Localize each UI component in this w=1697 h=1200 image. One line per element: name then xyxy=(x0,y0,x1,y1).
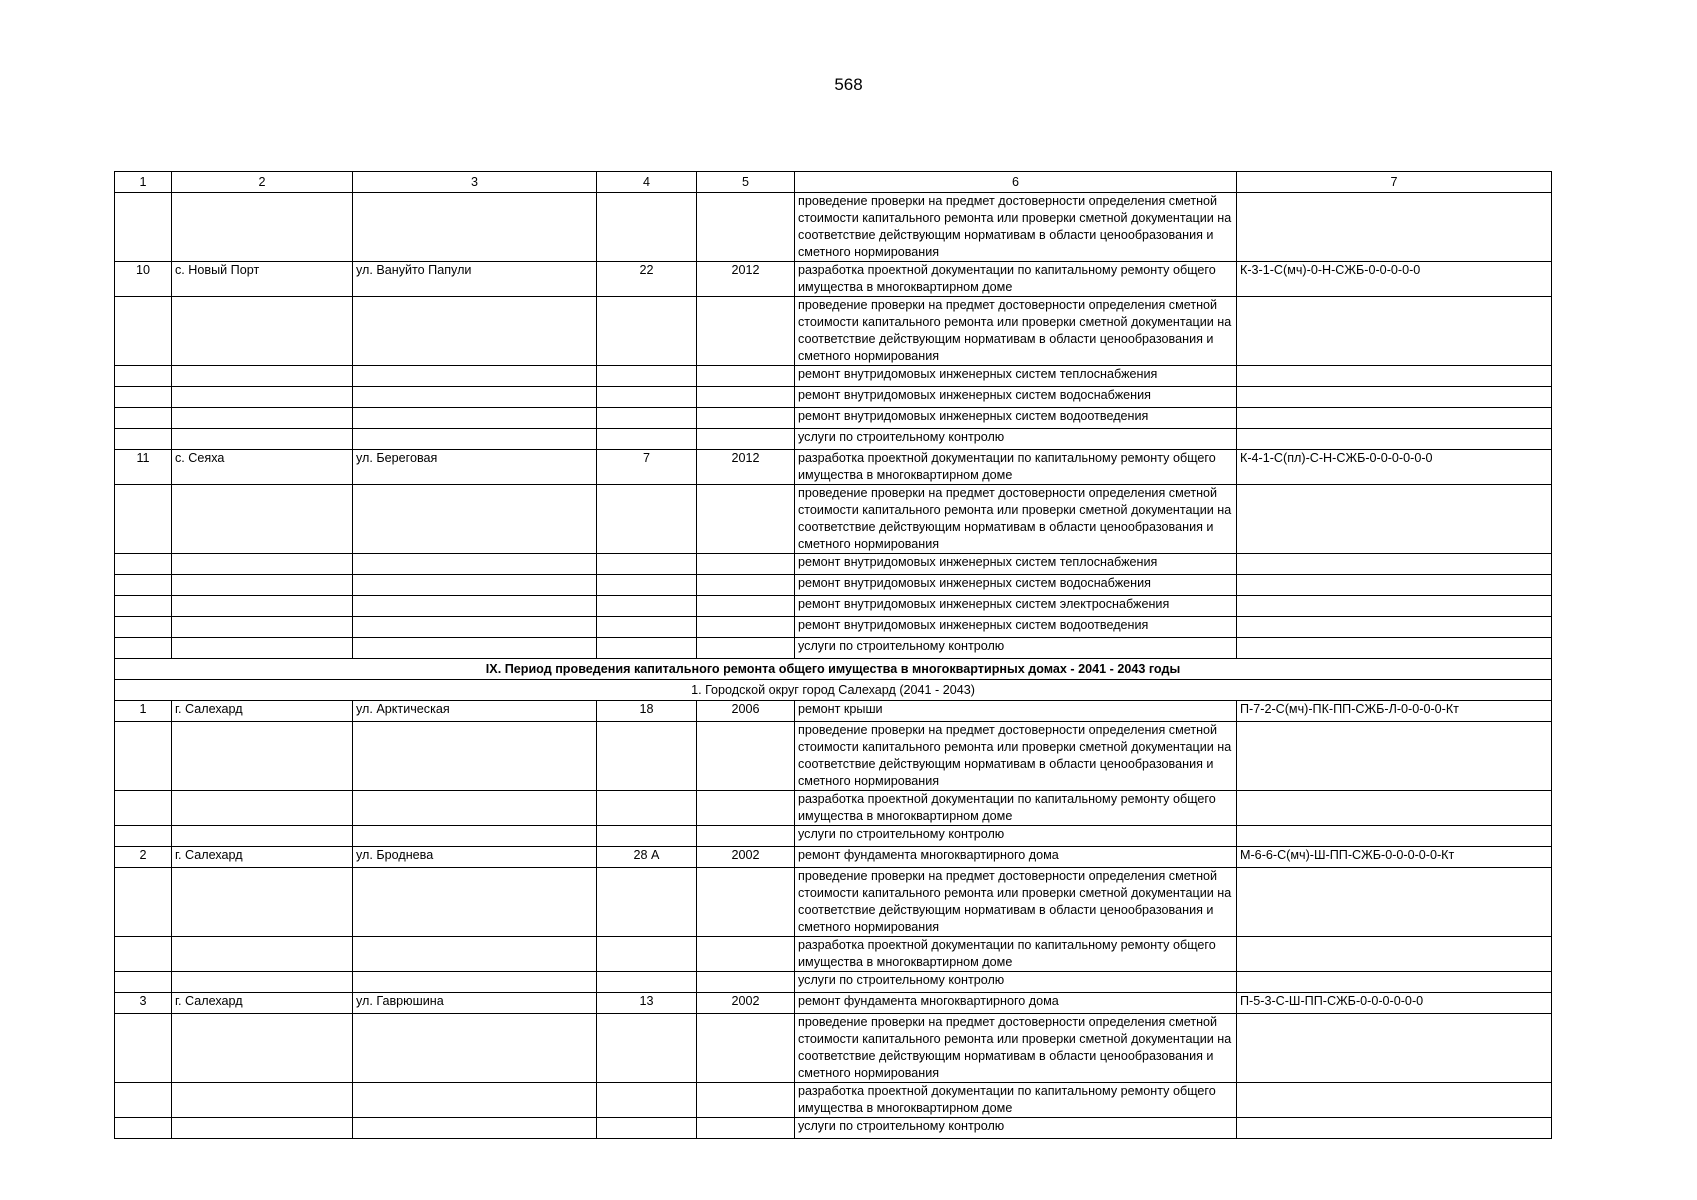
house-number-cell xyxy=(597,868,697,937)
street-cell xyxy=(353,972,597,993)
year-cell xyxy=(697,937,795,972)
year-cell xyxy=(697,366,795,387)
table-row xyxy=(115,868,1552,937)
work-type-cell: ремонт внутридомовых инженерных систем электроснабжения xyxy=(795,596,1237,617)
house-number-cell xyxy=(597,297,697,366)
work-type-cell: ремонт внутридомовых инженерных систем теплоснабжения xyxy=(795,366,1237,387)
house-code-cell xyxy=(1237,1083,1552,1118)
year-cell xyxy=(697,575,795,596)
house-code-cell xyxy=(1237,868,1552,937)
work-type-cell: проведение проверки на предмет достоверности определения сметной стоимости капитального ремонта или проверки сметной документации на соответствие действующим нормативам в области ценообразования и сметного нормирования xyxy=(795,193,1237,262)
street-cell: ул. Арктическая xyxy=(353,701,597,722)
year-cell: 2012 xyxy=(697,262,795,297)
house-number-cell xyxy=(597,638,697,659)
house-number-cell: 28 А xyxy=(597,847,697,868)
work-type-cell: услуги по строительному контролю xyxy=(795,972,1237,993)
work-type-cell: ремонт внутридомовых инженерных систем водоотведения xyxy=(795,617,1237,638)
settlement-cell xyxy=(172,193,353,262)
district-section-title: 1. Городской округ город Салехард (2041 - 2043) xyxy=(115,680,1552,701)
street-cell: ул. Вануйто Папули xyxy=(353,262,597,297)
house-number-cell xyxy=(597,1083,697,1118)
column-number: 5 xyxy=(697,172,795,193)
street-cell: ул. Броднева xyxy=(353,847,597,868)
house-code-cell xyxy=(1237,1118,1552,1139)
settlement-cell: г. Салехард xyxy=(172,993,353,1014)
table-row xyxy=(115,1014,1552,1083)
row-number-cell: 10 xyxy=(115,262,172,297)
street-cell xyxy=(353,826,597,847)
row-number-cell xyxy=(115,408,172,429)
house-number-cell xyxy=(597,193,697,262)
table-row xyxy=(115,826,1552,847)
house-number-cell xyxy=(597,387,697,408)
table-row xyxy=(115,1118,1552,1139)
year-cell xyxy=(697,408,795,429)
row-number-cell xyxy=(115,937,172,972)
house-number-cell xyxy=(597,596,697,617)
street-cell: ул. Береговая xyxy=(353,450,597,485)
table-row xyxy=(115,408,1552,429)
house-number-cell xyxy=(597,826,697,847)
row-number-cell xyxy=(115,638,172,659)
work-type-cell: услуги по строительному контролю xyxy=(795,1118,1237,1139)
row-number-cell xyxy=(115,617,172,638)
street-cell xyxy=(353,596,597,617)
street-cell xyxy=(353,429,597,450)
house-code-cell xyxy=(1237,722,1552,791)
table-row xyxy=(115,722,1552,791)
table-row xyxy=(115,596,1552,617)
street-cell xyxy=(353,638,597,659)
settlement-cell: с. Сеяха xyxy=(172,450,353,485)
work-type-cell: разработка проектной документации по капитальному ремонту общего имущества в многоквартирном доме xyxy=(795,1083,1237,1118)
house-number-cell: 18 xyxy=(597,701,697,722)
settlement-cell xyxy=(172,596,353,617)
column-number: 4 xyxy=(597,172,697,193)
house-code-cell xyxy=(1237,575,1552,596)
table-row xyxy=(115,1083,1552,1118)
house-code-cell xyxy=(1237,791,1552,826)
street-cell xyxy=(353,868,597,937)
row-number-cell xyxy=(115,1083,172,1118)
table-row xyxy=(115,450,1552,485)
row-number-cell xyxy=(115,1118,172,1139)
house-code-cell xyxy=(1237,193,1552,262)
repair-schedule-table xyxy=(114,171,1552,1139)
settlement-cell xyxy=(172,485,353,554)
column-number: 6 xyxy=(795,172,1237,193)
work-type-cell: проведение проверки на предмет достоверности определения сметной стоимости капитального ремонта или проверки сметной документации на соответствие действующим нормативам в области ценообразования и сметного нормирования xyxy=(795,868,1237,937)
house-number-cell xyxy=(597,937,697,972)
street-cell xyxy=(353,1014,597,1083)
year-cell xyxy=(697,722,795,791)
street-cell xyxy=(353,791,597,826)
year-cell xyxy=(697,485,795,554)
house-number-cell xyxy=(597,791,697,826)
settlement-cell xyxy=(172,554,353,575)
house-number-cell xyxy=(597,485,697,554)
year-cell xyxy=(697,1014,795,1083)
year-cell xyxy=(697,1083,795,1118)
settlement-cell xyxy=(172,429,353,450)
column-number: 2 xyxy=(172,172,353,193)
year-cell: 2006 xyxy=(697,701,795,722)
settlement-cell xyxy=(172,297,353,366)
work-type-cell: услуги по строительному контролю xyxy=(795,429,1237,450)
row-number-cell xyxy=(115,722,172,791)
house-number-cell: 13 xyxy=(597,993,697,1014)
work-type-cell: проведение проверки на предмет достоверности определения сметной стоимости капитального ремонта или проверки сметной документации на соответствие действующим нормативам в области ценообразования и сметного нормирования xyxy=(795,485,1237,554)
column-number: 1 xyxy=(115,172,172,193)
year-cell xyxy=(697,387,795,408)
house-code-cell xyxy=(1237,429,1552,450)
house-code-cell: К-3-1-С(мч)-0-Н-СЖБ-0-0-0-0-0 xyxy=(1237,262,1552,297)
year-cell xyxy=(697,554,795,575)
row-number-cell: 3 xyxy=(115,993,172,1014)
table-row xyxy=(115,366,1552,387)
column-number: 7 xyxy=(1237,172,1552,193)
house-number-cell xyxy=(597,366,697,387)
settlement-cell xyxy=(172,366,353,387)
year-cell xyxy=(697,193,795,262)
street-cell: ул. Гаврюшина xyxy=(353,993,597,1014)
house-code-cell xyxy=(1237,366,1552,387)
work-type-cell: ремонт крыши xyxy=(795,701,1237,722)
settlement-cell xyxy=(172,868,353,937)
row-number-cell xyxy=(115,387,172,408)
settlement-cell xyxy=(172,1083,353,1118)
work-type-cell: ремонт фундамента многоквартирного дома xyxy=(795,847,1237,868)
year-cell: 2002 xyxy=(697,847,795,868)
year-cell xyxy=(697,638,795,659)
table-row xyxy=(115,193,1552,262)
street-cell xyxy=(353,554,597,575)
house-number-cell xyxy=(597,429,697,450)
street-cell xyxy=(353,366,597,387)
table-row xyxy=(115,297,1552,366)
table-row xyxy=(115,262,1552,297)
work-type-cell: проведение проверки на предмет достоверности определения сметной стоимости капитального ремонта или проверки сметной документации на соответствие действующим нормативам в области ценообразования и сметного нормирования xyxy=(795,722,1237,791)
column-number: 3 xyxy=(353,172,597,193)
street-cell xyxy=(353,1083,597,1118)
house-number-cell xyxy=(597,408,697,429)
settlement-cell xyxy=(172,387,353,408)
house-code-cell xyxy=(1237,408,1552,429)
house-code-cell xyxy=(1237,554,1552,575)
settlement-cell xyxy=(172,826,353,847)
year-cell: 2002 xyxy=(697,993,795,1014)
table-row xyxy=(115,485,1552,554)
work-type-cell: услуги по строительному контролю xyxy=(795,826,1237,847)
work-type-cell: проведение проверки на предмет достоверности определения сметной стоимости капитального ремонта или проверки сметной документации на соответствие действующим нормативам в области ценообразования и сметного нормирования xyxy=(795,1014,1237,1083)
row-number-cell: 11 xyxy=(115,450,172,485)
house-number-cell xyxy=(597,617,697,638)
work-type-cell: разработка проектной документации по капитальному ремонту общего имущества в многоквартирном доме xyxy=(795,791,1237,826)
street-cell xyxy=(353,575,597,596)
settlement-cell xyxy=(172,722,353,791)
row-number-cell xyxy=(115,868,172,937)
table-row xyxy=(115,701,1552,722)
settlement-cell xyxy=(172,1118,353,1139)
row-number-cell xyxy=(115,596,172,617)
street-cell xyxy=(353,485,597,554)
row-number-cell xyxy=(115,826,172,847)
house-code-cell: М-6-6-С(мч)-Ш-ПП-СЖБ-0-0-0-0-0-Кт xyxy=(1237,847,1552,868)
street-cell xyxy=(353,408,597,429)
year-cell xyxy=(697,596,795,617)
work-type-cell: проведение проверки на предмет достоверности определения сметной стоимости капитального ремонта или проверки сметной документации на соответствие действующим нормативам в области ценообразования и сметного нормирования xyxy=(795,297,1237,366)
house-code-cell xyxy=(1237,1014,1552,1083)
table-row xyxy=(115,972,1552,993)
work-type-cell: ремонт внутридомовых инженерных систем водоснабжения xyxy=(795,387,1237,408)
house-code-cell xyxy=(1237,485,1552,554)
house-code-cell xyxy=(1237,638,1552,659)
settlement-cell xyxy=(172,1014,353,1083)
table-row xyxy=(115,993,1552,1014)
row-number-cell: 2 xyxy=(115,847,172,868)
year-cell xyxy=(697,868,795,937)
settlement-cell xyxy=(172,575,353,596)
table-row xyxy=(115,429,1552,450)
settlement-cell xyxy=(172,408,353,429)
row-number-cell xyxy=(115,366,172,387)
house-code-cell: П-5-3-С-Ш-ПП-СЖБ-0-0-0-0-0-0 xyxy=(1237,993,1552,1014)
year-cell: 2012 xyxy=(697,450,795,485)
row-number-cell xyxy=(115,485,172,554)
street-cell xyxy=(353,387,597,408)
work-type-cell: разработка проектной документации по капитальному ремонту общего имущества в многоквартирном доме xyxy=(795,262,1237,297)
period-section-title: IX. Период проведения капитального ремонта общего имущества в многоквартирных домах - 2041 - 2043 годы xyxy=(115,659,1552,680)
house-number-cell xyxy=(597,1014,697,1083)
work-type-cell: ремонт внутридомовых инженерных систем водоотведения xyxy=(795,408,1237,429)
work-type-cell: разработка проектной документации по капитальному ремонту общего имущества в многоквартирном доме xyxy=(795,937,1237,972)
row-number-cell xyxy=(115,429,172,450)
street-cell xyxy=(353,937,597,972)
work-type-cell: разработка проектной документации по капитальному ремонту общего имущества в многоквартирном доме xyxy=(795,450,1237,485)
house-number-cell: 22 xyxy=(597,262,697,297)
year-cell xyxy=(697,297,795,366)
house-code-cell xyxy=(1237,972,1552,993)
house-code-cell: К-4-1-С(пл)-С-Н-СЖБ-0-0-0-0-0-0 xyxy=(1237,450,1552,485)
column-number-row xyxy=(115,172,1552,193)
table-row xyxy=(115,575,1552,596)
table-row xyxy=(115,847,1552,868)
house-number-cell xyxy=(597,1118,697,1139)
row-number-cell xyxy=(115,1014,172,1083)
street-cell xyxy=(353,617,597,638)
row-number-cell xyxy=(115,791,172,826)
year-cell xyxy=(697,826,795,847)
table-row xyxy=(115,617,1552,638)
settlement-cell xyxy=(172,638,353,659)
work-type-cell: ремонт фундамента многоквартирного дома xyxy=(795,993,1237,1014)
row-number-cell: 1 xyxy=(115,701,172,722)
settlement-cell: г. Салехард xyxy=(172,847,353,868)
settlement-cell: г. Салехард xyxy=(172,701,353,722)
table-row xyxy=(115,791,1552,826)
row-number-cell xyxy=(115,554,172,575)
table-row xyxy=(115,638,1552,659)
row-number-cell xyxy=(115,193,172,262)
row-number-cell xyxy=(115,972,172,993)
street-cell xyxy=(353,722,597,791)
settlement-cell xyxy=(172,617,353,638)
year-cell xyxy=(697,617,795,638)
house-number-cell: 7 xyxy=(597,450,697,485)
house-code-cell xyxy=(1237,596,1552,617)
house-number-cell xyxy=(597,575,697,596)
house-code-cell xyxy=(1237,387,1552,408)
year-cell xyxy=(697,1118,795,1139)
settlement-cell xyxy=(172,972,353,993)
street-cell xyxy=(353,1118,597,1139)
settlement-cell xyxy=(172,937,353,972)
work-type-cell: ремонт внутридомовых инженерных систем водоснабжения xyxy=(795,575,1237,596)
year-cell xyxy=(697,972,795,993)
house-number-cell xyxy=(597,722,697,791)
street-cell xyxy=(353,297,597,366)
work-type-cell: ремонт внутридомовых инженерных систем теплоснабжения xyxy=(795,554,1237,575)
house-number-cell xyxy=(597,972,697,993)
year-cell xyxy=(697,429,795,450)
row-number-cell xyxy=(115,575,172,596)
table-row xyxy=(115,937,1552,972)
table-row xyxy=(115,554,1552,575)
house-code-cell xyxy=(1237,826,1552,847)
work-type-cell: услуги по строительному контролю xyxy=(795,638,1237,659)
settlement-cell: с. Новый Порт xyxy=(172,262,353,297)
street-cell xyxy=(353,193,597,262)
page-number: 568 xyxy=(834,75,863,94)
house-code-cell xyxy=(1237,297,1552,366)
period-section-row xyxy=(115,659,1552,680)
district-section-row xyxy=(115,680,1552,701)
house-number-cell xyxy=(597,554,697,575)
table-row xyxy=(115,387,1552,408)
house-code-cell xyxy=(1237,617,1552,638)
settlement-cell xyxy=(172,791,353,826)
house-code-cell: П-7-2-С(мч)-ПК-ПП-СЖБ-Л-0-0-0-0-Кт xyxy=(1237,701,1552,722)
row-number-cell xyxy=(115,297,172,366)
year-cell xyxy=(697,791,795,826)
house-code-cell xyxy=(1237,937,1552,972)
